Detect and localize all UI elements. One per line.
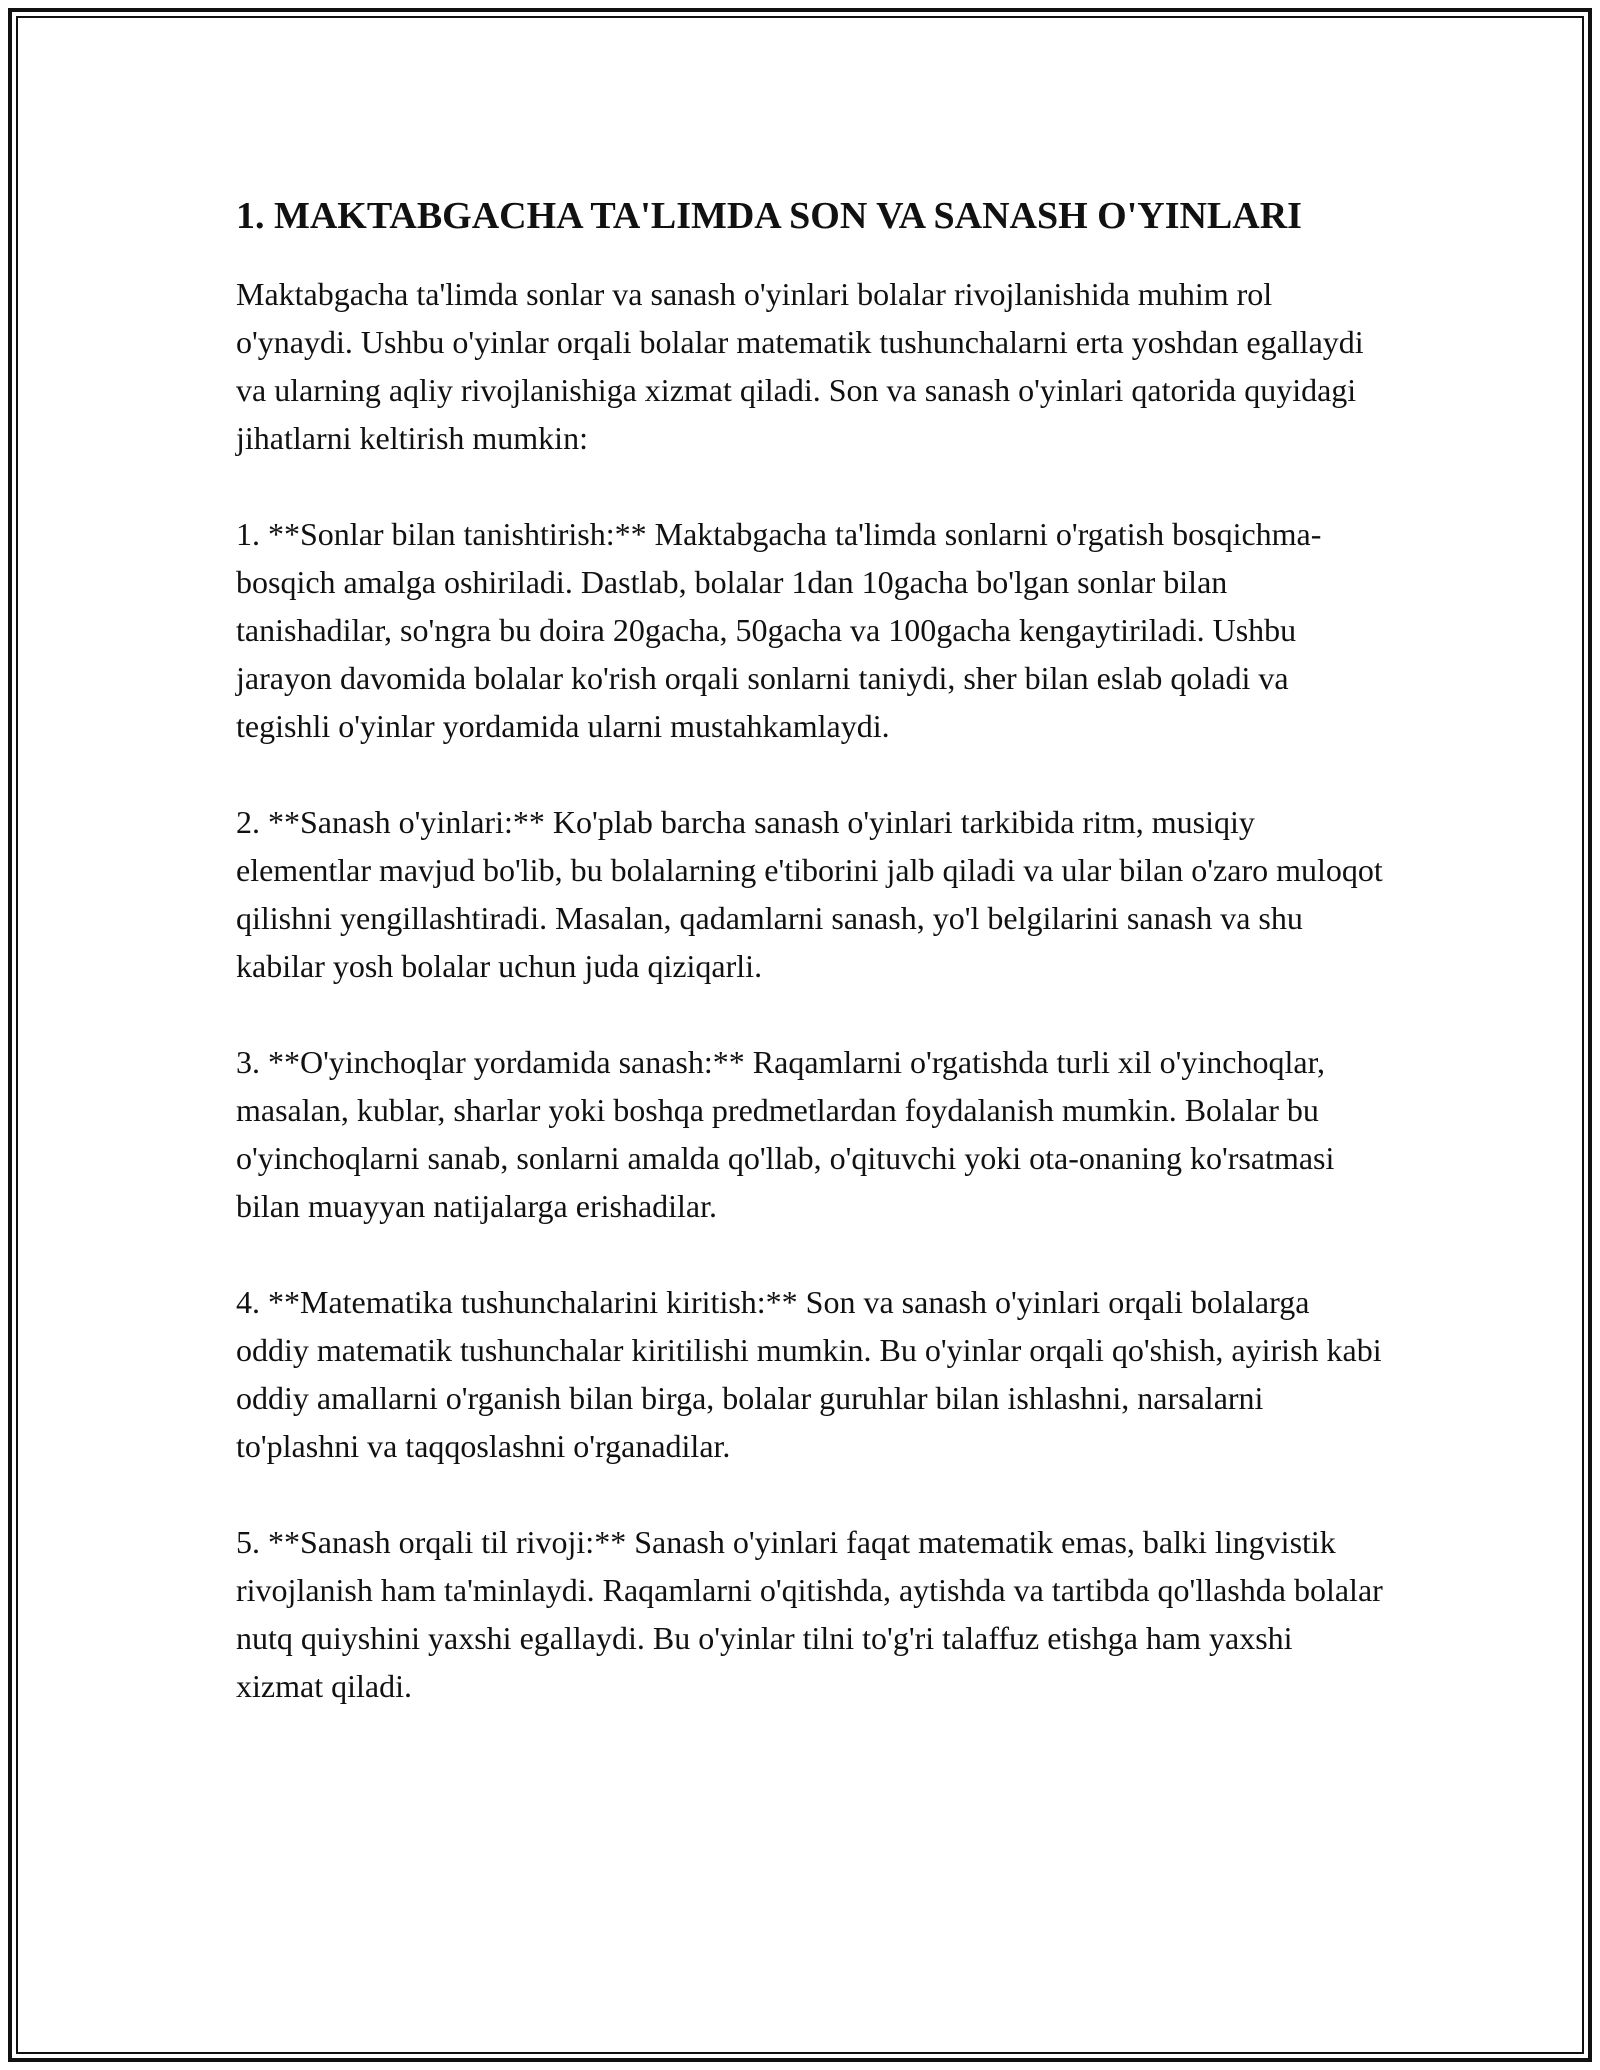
- paragraph-oyinchoqlar-yordamida-sanash: 3. **O'yinchoqlar yordamida sanash:** Raqamlarni o'rgatishda turli xil o'yinchoqlar, masalan, kublar, sharlar yoki boshqa predmetlardan foydalanish mumkin. Bolalar bu o'yinchoqlarni sanab, sonlarni amalda qo'llab, o'qituvchi yoki ota-onaning ko'rsatmasi bilan muayyan natijalarga erishadilar.: [236, 1044, 1335, 1224]
- paragraph-sanash-oyinlari: 2. **Sanash o'yinlari:** Ko'plab barcha sanash o'yinlari tarkibida ritm, musiqiy elementlar mavjud bo'lib, bu bolalarning e'tiborini jalb qiladi va ular bilan o'zaro muloqot qilishni yengillashtiradi. Masalan, qadamlarni sanash, yo'l belgilarini sanash va shu kabilar yosh bolalar uchun juda qiziqarli.: [236, 804, 1383, 984]
- document-title: 1. MAKTABGACHA TA'LIMDA SON VA SANASH O'YINLARI: [236, 195, 1302, 237]
- document-body: [236, 188, 1386, 1758]
- paragraph-matematika-tushunchalarini-kiritish: 4. **Matematika tushunchalarini kiritish:** Son va sanash o'yinlari orqali bolalarga oddiy matematik tushunchalar kiritilishi mumkin. Bu o'yinlar orqali qo'shish, ayirish kabi oddiy amallarni o'rganish bilan birga, bolalar guruhlar bilan ishlashni, narsalarni to'plashni va taqqoslashni o'rganadilar.: [236, 1284, 1382, 1464]
- paragraph-sanash-orqali-til-rivoji: 5. **Sanash orqali til rivoji:** Sanash o'yinlari faqat matematik emas, balki lingvistik rivojlanish ham ta'minlaydi. Raqamlarni o'qitishda, aytishda va tartibda qo'llashda bolalar nutq quiyshini yaxshi egallaydi. Bu o'yinlar tilni to'g'ri talaffuz etishga ham yaxshi xizmat qiladi.: [236, 1524, 1383, 1704]
- paragraph-sonlar-bilan-tanishtirish: 1. **Sonlar bilan tanishtirish:** Maktabgacha ta'limda sonlarni o'rgatish bosqichma-bosqich amalga oshiriladi. Dastlab, bolalar 1dan 10gacha bo'lgan sonlar bilan tanishadilar, so'ngra bu doira 20gacha, 50gacha va 100gacha kengaytiriladi. Ushbu jarayon davomida bolalar ko'rish orqali sonlarni taniydi, sher bilan eslab qoladi va tegishli o'yinlar yordamida ularni mustahkamlaydi.: [236, 516, 1322, 744]
- intro-paragraph: Maktabgacha ta'limda sonlar va sanash o'yinlari bolalar rivojlanishida muhim rol o'ynaydi. Ushbu o'yinlar orqali bolalar matematik tushunchalarni erta yoshdan egallaydi va ularning aqliy rivojlanishiga xizmat qiladi. Son va sanash o'yinlari qatorida quyidagi jihatlarni keltirish mumkin:: [236, 276, 1364, 456]
